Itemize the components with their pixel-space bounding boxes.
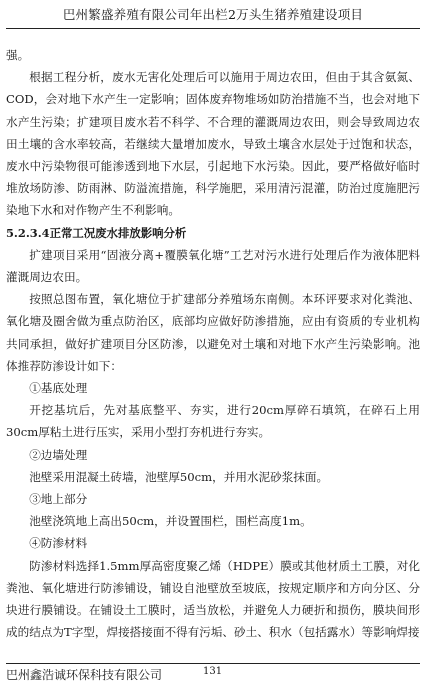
paragraph-treatment-process: 扩建项目采用“固液分离+覆膜氧化塘”工艺对污水进行处理后作为液体肥料灌溉周边农田。 — [6, 247, 420, 285]
item-text-side-wall: 池壁采用混凝土砖墙，池壁厚50cm，并用水泥砂浆抹面。 — [29, 469, 329, 484]
item-title-above-ground: ③地上部分 — [29, 492, 88, 507]
item-text-seepage-material: 防渗材料选择1.5mm厚高密度聚乙烯（HDPE）膜或其他材质土工膜，对化粪池、氧化塘进行防渗铺设，铺设自池壁放至坡底，按规定顺序和方向分区、分块进行膜铺设。在铺设土工膜时，适当放松，并避免人力硬折和损伤，膜块间形成的结点为T字型，焊接搭接面不得有污垢、砂土、积水（包括露水）等影响焊接 — [6, 558, 420, 640]
footer-company: 巴州鑫浩诚环保科技有限公司 — [6, 668, 163, 682]
page-body — [6, 44, 420, 643]
page-header — [6, 2, 420, 29]
item-title-foundation: ①基底处理 — [29, 381, 88, 396]
item-title-side-wall: ②边墙处理 — [29, 447, 88, 462]
item-title-seepage-material: ④防渗材料 — [29, 536, 88, 551]
section-heading: 5.2.3.4正常工况废水排放影响分析 — [6, 225, 187, 240]
item-text-above-ground: 池壁浇筑地上高出50cm，并设置围栏，围栏高度1m。 — [29, 514, 312, 529]
paragraph-continuation: 强。 — [6, 48, 30, 62]
footer-divider — [6, 663, 420, 664]
header-title: 巴州繁盛养殖有限公司年出栏2万头生猪养殖建设项目 — [62, 7, 364, 22]
page-number: 131 — [203, 666, 223, 677]
item-text-foundation: 开挖基坑后，先对基底整平、夯实，进行20cm厚碎石填筑，在碎石上用30cm厚粘土进行压实，采用小型打夯机进行夯实。 — [6, 403, 420, 440]
paragraph-groundwater-impact: 根据工程分析，废水无害化处理后可以施用于周边农田，但由于其含氨氮、COD，会对地下水产生一定影响；固体废弃物堆场如防治措施不当，也会对地下水产生污染；扩建项目废水若不科学、不合理的灌溉周边农田，则会导致周边农田土壤的含水率较高，若继续大量增加废水，导致土壤含水层处于过饱和状态，废水中污染物很可能渗透到地下水层，引起地下水污染。因此，要严格做好临时堆放场防渗、防雨淋、防溢流措施，科学施肥，采用清污混灌，防治过度施肥污染地下水和对作物产生不利影响。 — [6, 70, 420, 218]
paragraph-layout-requirements: 按照总图布置，氧化塘位于扩建部分养殖场东南侧。本环评要求对化粪池、氧化塘及圈舍做为重点防治区，底部均应做好防渗措施，应由有资质的专业机构共同承担，做好扩建项目分区防渗，以避免对土壤和对地下水产生污染影响。池体推荐防渗设计如下： — [6, 292, 420, 373]
